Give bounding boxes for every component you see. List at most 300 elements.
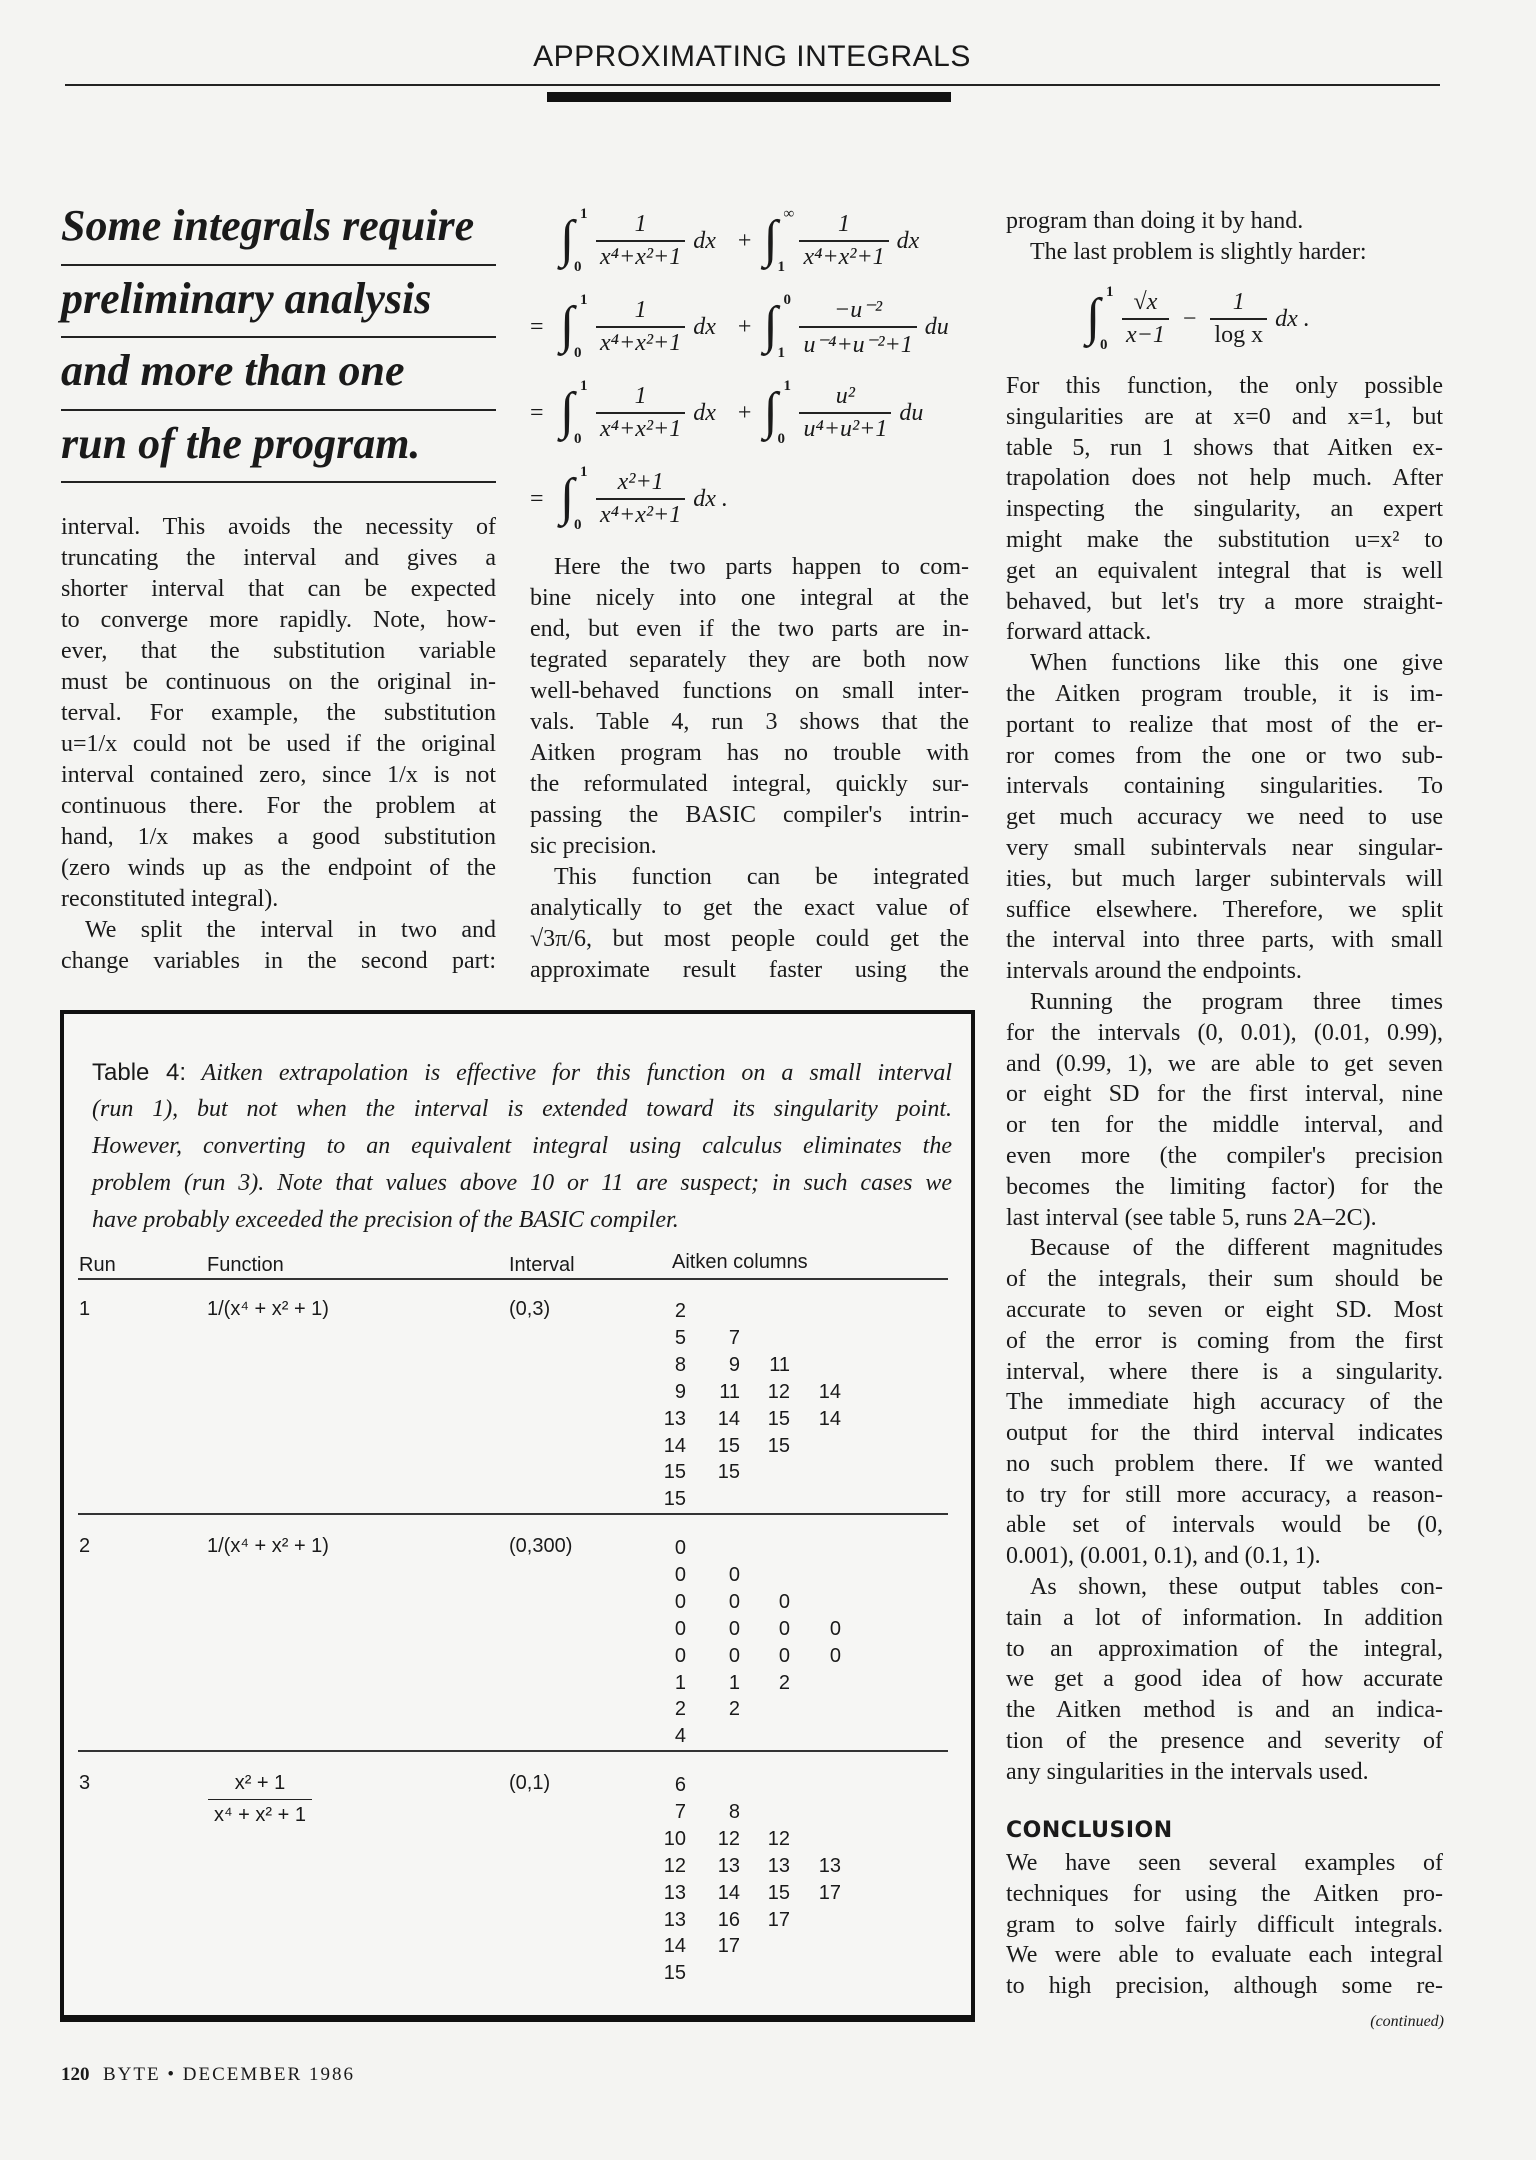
caption-text: problem (run 3). Note that values above 10 or 11 are suspect; in such cases we bbox=[92, 1170, 952, 1196]
denominator: u⁻⁴+u⁻²+1 bbox=[803, 332, 913, 358]
paragraph bbox=[1006, 987, 1443, 1233]
aitken-row bbox=[634, 1535, 854, 1562]
column-header-function: Function bbox=[207, 1254, 284, 1276]
text-line: We split the interval in two and bbox=[85, 917, 496, 943]
text-line: ities, but much larger subintervals will bbox=[1006, 865, 1443, 892]
aitken-value: 0 bbox=[674, 1563, 686, 1586]
aitken-row bbox=[634, 1826, 854, 1853]
integral-sign bbox=[560, 464, 594, 534]
integral-sign bbox=[763, 206, 797, 276]
text-line: bine nicely into one integral at the bbox=[530, 585, 969, 611]
aitken-value: 0 bbox=[829, 1644, 841, 1667]
integral-symbol: ∫ bbox=[763, 211, 778, 268]
text-line: For this function, the only possible bbox=[1006, 373, 1443, 399]
text-line: This function can be integrated bbox=[554, 864, 969, 890]
text-line: table 5, run 1 shows that Aitken ex- bbox=[1006, 434, 1443, 461]
aitken-value: 16 bbox=[717, 1908, 740, 1931]
text-line: no such problem there. If we wanted bbox=[1006, 1450, 1443, 1477]
aitken-value: 0 bbox=[728, 1563, 740, 1586]
caption-line bbox=[92, 1054, 952, 1091]
aitken-value: 7 bbox=[728, 1326, 740, 1349]
numerator: −u⁻² bbox=[799, 295, 916, 328]
aitken-value: 12 bbox=[717, 1827, 740, 1850]
differential: du bbox=[899, 399, 924, 426]
aitken-value: 13 bbox=[818, 1854, 841, 1877]
equation-row bbox=[530, 198, 970, 284]
column-header-aitken: Aitken columns bbox=[672, 1251, 808, 1273]
denominator: log x bbox=[1214, 322, 1264, 348]
text-line: tain a lot of information. In addition bbox=[1006, 1604, 1443, 1631]
fraction bbox=[600, 383, 681, 443]
equation-row bbox=[530, 456, 970, 542]
body-column-conclusion bbox=[1006, 1848, 1443, 2002]
text-line: gram to solve fairly difficult integrals. bbox=[1006, 1911, 1443, 1938]
numerator: 1 bbox=[1210, 289, 1267, 320]
text-line: get an equivalent integral that is well bbox=[1006, 557, 1443, 584]
header-bar bbox=[547, 92, 951, 102]
text-line: suffice elsewhere. Therefore, we split bbox=[1006, 896, 1443, 923]
paragraph bbox=[1006, 648, 1443, 987]
text-line: any singularities in the intervals used. bbox=[1006, 1758, 1369, 1785]
text-line: reconstituted integral). bbox=[61, 886, 279, 912]
header-rule bbox=[65, 84, 1440, 86]
text-line: the Aitken program trouble, it is im- bbox=[1006, 680, 1443, 707]
aitken-row bbox=[634, 1960, 854, 1987]
publication-info: BYTE • DECEMBER 1986 bbox=[103, 2064, 355, 2085]
equals-sign: = bbox=[530, 399, 544, 426]
aitken-row bbox=[634, 1616, 854, 1643]
fraction bbox=[803, 295, 912, 359]
aitken-row bbox=[634, 1696, 854, 1723]
text-line: end, but even if the two parts are in- bbox=[530, 616, 969, 642]
caption-line bbox=[92, 1091, 952, 1128]
aitken-value: 15 bbox=[663, 1488, 686, 1511]
aitken-value: 1 bbox=[728, 1671, 740, 1694]
aitken-row bbox=[634, 1325, 854, 1352]
upper-limit: 1 bbox=[783, 378, 791, 394]
page-number: 120 bbox=[61, 2064, 90, 2085]
text-line: portant to realize that most of the er- bbox=[1006, 711, 1443, 738]
run-separator bbox=[78, 1513, 948, 1515]
aitken-value: 10 bbox=[663, 1827, 686, 1850]
caption-line bbox=[92, 1128, 952, 1165]
body-column-middle bbox=[530, 552, 969, 986]
operator: + bbox=[737, 399, 752, 426]
integral-symbol: ∫ bbox=[560, 211, 575, 268]
body-column-right bbox=[1006, 371, 1443, 1788]
pull-quote-line: preliminary analysis bbox=[61, 266, 496, 339]
lower-limit: 1 bbox=[777, 259, 785, 275]
aitken-value: 12 bbox=[767, 1827, 790, 1850]
page-footer bbox=[61, 2064, 355, 2086]
text-line: for the intervals (0, 0.01), (0.01, 0.99), bbox=[1006, 1019, 1443, 1046]
aitken-value: 13 bbox=[663, 1908, 686, 1931]
aitken-value: 15 bbox=[717, 1434, 740, 1457]
fraction bbox=[600, 297, 681, 357]
aitken-value: 15 bbox=[767, 1881, 790, 1904]
aitken-value: 9 bbox=[674, 1380, 686, 1403]
integral-sign: ∫ 1 0 bbox=[1086, 284, 1114, 353]
text-line: or ten for the middle interval, and bbox=[1006, 1112, 1443, 1139]
equals-sign: = bbox=[530, 485, 544, 512]
aitken-value: 15 bbox=[663, 1962, 686, 1985]
text-line: singularities are at x=0 and x=1, but bbox=[1006, 403, 1443, 430]
interval-cell: (0,3) bbox=[509, 1298, 551, 1320]
integral-sign bbox=[560, 292, 594, 362]
caption-label: Table 4: bbox=[92, 1059, 187, 1086]
lower-limit: 0 bbox=[574, 431, 582, 447]
caption-line bbox=[92, 1202, 952, 1239]
aitken-value: 13 bbox=[767, 1854, 790, 1877]
integral-symbol: ∫ bbox=[560, 297, 575, 354]
equation-block bbox=[530, 198, 970, 542]
aitken-row bbox=[634, 1880, 854, 1907]
fraction bbox=[803, 211, 884, 271]
aitken-value: 0 bbox=[778, 1617, 790, 1640]
text-line: 0.001), (0.001, 0.1), and (0.1, 1). bbox=[1006, 1543, 1321, 1570]
aitken-value: 0 bbox=[778, 1590, 790, 1613]
text-line: terval. For example, the substitution bbox=[61, 700, 496, 726]
caption-line bbox=[92, 1165, 952, 1202]
paragraph bbox=[1006, 1848, 1443, 2002]
integral-symbol: ∫ bbox=[560, 383, 575, 440]
text-line: tegrated separately they are both now bbox=[530, 647, 969, 673]
denominator: x⁴+x²+1 bbox=[803, 244, 885, 270]
text-line: When functions like this one give bbox=[1030, 650, 1443, 677]
numerator: 1 bbox=[596, 383, 685, 414]
aitken-value: 2 bbox=[674, 1698, 686, 1721]
aitken-row bbox=[634, 1853, 854, 1880]
denominator: x−1 bbox=[1126, 322, 1165, 348]
text-line: becomes the limiting factor) for the bbox=[1006, 1173, 1443, 1200]
paragraph bbox=[1006, 1572, 1443, 1788]
aitken-row bbox=[634, 1589, 854, 1616]
text-line: the interval into three parts, with small bbox=[1006, 927, 1443, 954]
differential: dx . bbox=[693, 485, 728, 512]
text-line: intervals around the endpoints. bbox=[1006, 958, 1302, 985]
aitken-value: 14 bbox=[663, 1434, 686, 1457]
text-line: output for the third interval indicates bbox=[1006, 1420, 1443, 1447]
denominator: u⁴+u²+1 bbox=[803, 416, 888, 442]
caption-text: (run 1), but not when the interval is extended toward its singularity point. bbox=[92, 1096, 952, 1122]
aitken-value: 13 bbox=[717, 1854, 740, 1877]
aitken-value: 2 bbox=[728, 1698, 740, 1721]
text-line: sic precision. bbox=[530, 833, 657, 859]
aitken-value: 13 bbox=[663, 1881, 686, 1904]
aitken-row bbox=[634, 1562, 854, 1589]
text-line: approximate result faster using the bbox=[530, 957, 969, 983]
text-line: Running the program three times bbox=[1030, 988, 1443, 1015]
equation-last-problem bbox=[1086, 276, 1320, 362]
text-line: well-behaved functions on small inter- bbox=[530, 678, 969, 704]
text-line: intervals containing singularities. To bbox=[1006, 773, 1443, 800]
text-line: we get a good idea of how accurate bbox=[1006, 1666, 1443, 1693]
aitken-value: 12 bbox=[663, 1854, 686, 1877]
paragraph bbox=[61, 512, 496, 915]
aitken-value: 2 bbox=[674, 1300, 686, 1322]
text-line: of the integrals, their sum should be bbox=[1006, 1266, 1443, 1293]
text-line: and (0.99, 1), we are able to get seven bbox=[1006, 1050, 1443, 1077]
table-caption bbox=[92, 1054, 952, 1239]
denominator: x⁴+x²+1 bbox=[600, 502, 682, 528]
caption-text: Aitken extrapolation is effective for this function on a small interval bbox=[201, 1060, 952, 1086]
aitken-value: 8 bbox=[674, 1353, 686, 1376]
upper-limit: 1 bbox=[580, 464, 588, 480]
aitken-value: 0 bbox=[674, 1590, 686, 1613]
aitken-value: 15 bbox=[717, 1461, 740, 1484]
function-cell: 1/(x⁴ + x² + 1) bbox=[207, 1535, 329, 1557]
integral-sign bbox=[560, 206, 594, 276]
integral-symbol: ∫ bbox=[763, 297, 778, 354]
differential: dx bbox=[693, 313, 716, 340]
differential: dx . bbox=[1275, 305, 1310, 332]
text-line: analytically to get the exact value of bbox=[530, 895, 969, 921]
text-line: able set of intervals would be (0, bbox=[1006, 1512, 1443, 1539]
differential: dx bbox=[693, 227, 716, 254]
text-line: to converge more rapidly. Note, how- bbox=[61, 607, 496, 633]
aitken-row bbox=[634, 1670, 854, 1697]
fraction bbox=[600, 469, 681, 529]
text-line: or eight SD for the first interval, nine bbox=[1006, 1081, 1443, 1108]
text-line: very small subintervals near singular- bbox=[1006, 834, 1443, 861]
equation-row bbox=[530, 370, 970, 456]
aitken-value: 0 bbox=[728, 1590, 740, 1613]
aitken-value: 2 bbox=[778, 1671, 790, 1694]
text-line: shorter interval that can be expected bbox=[61, 576, 496, 602]
text-line: accurate to seven or eight SD. Most bbox=[1006, 1296, 1443, 1323]
text-line: techniques for using the Aitken pro- bbox=[1006, 1880, 1443, 1907]
run-number: 3 bbox=[79, 1772, 91, 1794]
aitken-row bbox=[634, 1352, 854, 1379]
text-line: Here the two parts happen to com- bbox=[554, 554, 969, 580]
denominator: x⁴+x²+1 bbox=[600, 330, 682, 356]
denominator: x⁴+x²+1 bbox=[600, 416, 682, 442]
lower-limit: 0 bbox=[777, 431, 785, 447]
aitken-value: 14 bbox=[818, 1407, 841, 1430]
aitken-value: 17 bbox=[767, 1908, 790, 1931]
text-line: even more (the compiler's precision bbox=[1006, 1142, 1443, 1169]
text-line: u=1/x could not be used if the original bbox=[61, 731, 496, 757]
text-line: (zero winds up as the endpoint of the bbox=[61, 855, 496, 881]
paragraph bbox=[61, 915, 496, 977]
lower-limit: 0 bbox=[574, 517, 582, 533]
text-line: We have seen several examples of bbox=[1006, 1850, 1443, 1876]
aitken-value: 1 bbox=[674, 1671, 686, 1694]
paragraph bbox=[1006, 206, 1443, 237]
text-line: The immediate high accuracy of the bbox=[1006, 1389, 1443, 1416]
numerator: 1 bbox=[596, 297, 685, 328]
numerator: u² bbox=[799, 383, 891, 414]
text-line: The last problem is slightly harder: bbox=[1030, 238, 1367, 265]
run-number: 1 bbox=[79, 1298, 91, 1320]
lower-limit: 0 bbox=[1100, 337, 1108, 353]
function-fraction bbox=[214, 1772, 306, 1827]
aitken-row bbox=[634, 1406, 854, 1433]
aitken-row bbox=[634, 1459, 854, 1486]
text-line: vals. Table 4, run 3 shows that the bbox=[530, 709, 969, 735]
text-line: forward attack. bbox=[1006, 619, 1152, 646]
aitken-value: 15 bbox=[663, 1461, 686, 1484]
text-line: √3π/6, but most people could get the bbox=[530, 926, 969, 952]
aitken-value: 0 bbox=[674, 1617, 686, 1640]
differential: dx bbox=[896, 227, 920, 254]
lower-limit: 0 bbox=[574, 345, 582, 361]
equals-sign: = bbox=[530, 313, 544, 340]
pull-quote-line: and more than one bbox=[61, 338, 496, 411]
fraction bbox=[1126, 289, 1165, 349]
aitken-value: 6 bbox=[674, 1774, 686, 1796]
text-line: to try for still more accuracy, a reason- bbox=[1006, 1481, 1443, 1508]
caption-text: have probably exceeded the precision of the BASIC compiler. bbox=[92, 1207, 679, 1233]
fraction bbox=[600, 211, 681, 271]
text-line: might make the substitution u=x² to bbox=[1006, 526, 1443, 553]
numerator: x²+1 bbox=[596, 469, 685, 500]
differential: dx bbox=[693, 399, 716, 426]
header-rule bbox=[78, 1278, 948, 1280]
upper-limit: 1 bbox=[1106, 284, 1114, 300]
lower-limit: 1 bbox=[777, 345, 785, 361]
lower-limit: 0 bbox=[574, 259, 582, 275]
integral-symbol: ∫ bbox=[763, 383, 778, 440]
text-line: truncating the interval and gives a bbox=[61, 545, 496, 571]
aitken-value: 15 bbox=[767, 1407, 790, 1430]
aitken-value: 14 bbox=[818, 1380, 841, 1403]
run-number: 2 bbox=[79, 1535, 91, 1557]
table-4 bbox=[60, 1010, 975, 2022]
text-line: interval, where there is a singularity. bbox=[1006, 1358, 1443, 1385]
text-line: ror comes from the one or two sub- bbox=[1006, 742, 1443, 769]
text-line: program than doing it by hand. bbox=[1006, 208, 1304, 234]
upper-limit: 0 bbox=[783, 292, 791, 308]
aitken-value: 0 bbox=[674, 1644, 686, 1667]
text-line: must be continuous on the original in- bbox=[61, 669, 496, 695]
aitken-row bbox=[634, 1772, 854, 1799]
pull-quote bbox=[61, 193, 496, 483]
section-heading-conclusion: CONCLUSION bbox=[1006, 1818, 1173, 1843]
aitken-row bbox=[634, 1799, 854, 1826]
integral-sign bbox=[763, 378, 797, 448]
aitken-value: 0 bbox=[728, 1617, 740, 1640]
aitken-row bbox=[634, 1907, 854, 1934]
aitken-value: 14 bbox=[717, 1407, 740, 1430]
paragraph bbox=[530, 862, 969, 986]
text-line: trapolation does not help much. After bbox=[1006, 465, 1443, 492]
differential: du bbox=[924, 313, 949, 340]
fraction bbox=[803, 383, 887, 443]
text-line: behaved, but let's try a more straight- bbox=[1006, 588, 1443, 615]
text-line: last interval (see table 5, runs 2A–2C). bbox=[1006, 1204, 1377, 1231]
text-line: tion of the presence and severity of bbox=[1006, 1728, 1443, 1755]
aitken-value: 12 bbox=[767, 1380, 790, 1403]
aitken-value: 17 bbox=[818, 1881, 841, 1904]
paragraph bbox=[1006, 1233, 1443, 1572]
denominator: x⁴+x²+1 bbox=[600, 244, 682, 270]
aitken-value: 7 bbox=[674, 1800, 686, 1823]
text-line: Aitken program has no trouble with bbox=[530, 740, 969, 766]
aitken-value: 4 bbox=[674, 1725, 686, 1748]
text-line: interval contained zero, since 1/x is not bbox=[61, 762, 496, 788]
text-line: passing the BASIC compiler's intrin- bbox=[530, 802, 969, 828]
aitken-value: 8 bbox=[728, 1800, 740, 1823]
text-line: to an approximation of the integral, bbox=[1006, 1635, 1443, 1662]
aitken-row bbox=[634, 1379, 854, 1406]
operator: + bbox=[737, 313, 752, 340]
aitken-value: 14 bbox=[663, 1935, 686, 1958]
aitken-row bbox=[634, 1723, 854, 1750]
running-head: APPROXIMATING INTEGRALS bbox=[533, 40, 971, 73]
equation-row bbox=[530, 284, 970, 370]
upper-limit: ∞ bbox=[783, 206, 795, 222]
text-line: the reformulated integral, quickly sur- bbox=[530, 771, 969, 797]
aitken-value: 14 bbox=[717, 1881, 740, 1904]
interval-cell: (0,300) bbox=[509, 1535, 573, 1557]
aitken-row bbox=[634, 1933, 854, 1960]
text-line: the Aitken method is and an indica- bbox=[1006, 1697, 1443, 1724]
aitken-value: 13 bbox=[663, 1407, 686, 1430]
column-header-run: Run bbox=[79, 1254, 116, 1276]
text-line: As shown, these output tables con- bbox=[1030, 1574, 1443, 1601]
paragraph bbox=[1006, 237, 1443, 268]
text-line: continuous there. For the problem at bbox=[61, 793, 496, 819]
column-header-interval: Interval bbox=[509, 1254, 575, 1276]
paragraph bbox=[530, 552, 969, 862]
aitken-value: 0 bbox=[674, 1537, 686, 1559]
operator: + bbox=[737, 227, 752, 254]
text-line: get much accuracy we need to use bbox=[1006, 804, 1443, 831]
aitken-row bbox=[634, 1433, 854, 1460]
aitken-value: 17 bbox=[717, 1935, 740, 1958]
caption-text: However, converting to an equivalent integral using calculus eliminates the bbox=[92, 1133, 952, 1159]
aitken-value: 0 bbox=[728, 1644, 740, 1667]
upper-limit: 1 bbox=[580, 378, 588, 394]
text-line: interval. This avoids the necessity of bbox=[61, 514, 496, 540]
integral-sign bbox=[560, 378, 594, 448]
aitken-row bbox=[634, 1298, 854, 1325]
text-line: to high precision, although some re- bbox=[1006, 1973, 1443, 2000]
aitken-value: 11 bbox=[719, 1380, 740, 1403]
aitken-value: 5 bbox=[674, 1326, 686, 1349]
upper-limit: 1 bbox=[580, 292, 588, 308]
text-line: We were able to evaluate each integral bbox=[1006, 1942, 1443, 1969]
numerator: √x bbox=[1122, 289, 1169, 320]
operator: − bbox=[1182, 305, 1197, 332]
text-line: inspecting the singularity, an expert bbox=[1006, 496, 1443, 523]
body-column-right-top bbox=[1006, 206, 1443, 268]
aitken-value: 0 bbox=[829, 1617, 841, 1640]
text-line: hand, 1/x makes a good substitution bbox=[61, 824, 496, 850]
text-line: of the error is coming from the first bbox=[1006, 1327, 1443, 1354]
run-separator bbox=[78, 1750, 948, 1752]
body-column-left bbox=[61, 512, 496, 977]
aitken-value: 15 bbox=[767, 1434, 790, 1457]
upper-limit: 1 bbox=[580, 206, 588, 222]
integral-symbol: ∫ bbox=[560, 469, 575, 526]
function-cell: 1/(x⁴ + x² + 1) bbox=[207, 1298, 329, 1320]
interval-cell: (0,1) bbox=[509, 1772, 551, 1794]
fraction bbox=[1214, 289, 1263, 349]
paragraph bbox=[1006, 371, 1443, 648]
text-line: Because of the different magnitudes bbox=[1030, 1235, 1443, 1262]
numerator: 1 bbox=[799, 211, 888, 242]
aitken-value: 11 bbox=[769, 1353, 790, 1376]
continued-note: (continued) bbox=[1370, 2013, 1444, 2030]
numerator: x² + 1 bbox=[208, 1772, 312, 1800]
aitken-value: 0 bbox=[778, 1644, 790, 1667]
denominator: x⁴ + x² + 1 bbox=[214, 1804, 306, 1826]
aitken-row bbox=[634, 1643, 854, 1670]
pull-quote-line: run of the program. bbox=[61, 411, 496, 484]
pull-quote-line: Some integrals require bbox=[61, 193, 496, 266]
